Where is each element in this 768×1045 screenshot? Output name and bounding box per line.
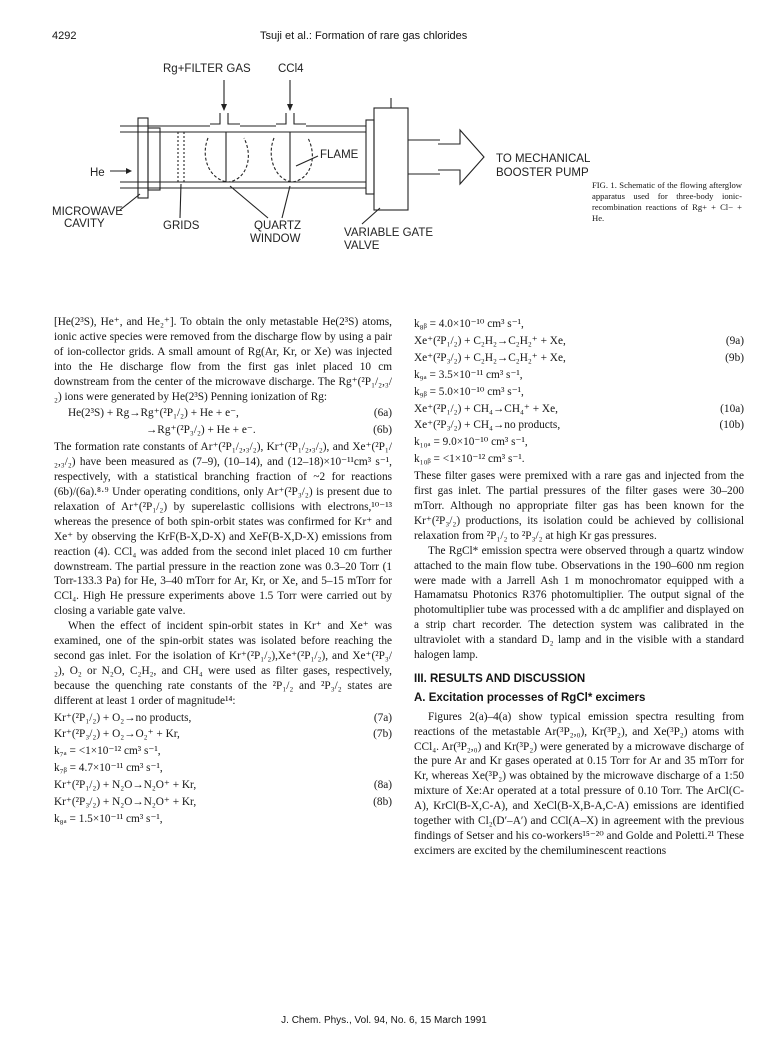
rate-constant-9a: k₉ₐ = 3.5×10⁻¹¹ cm³ s⁻¹, <box>414 368 523 381</box>
label-he: He <box>90 167 105 179</box>
gate-valve-flange <box>366 120 374 194</box>
figure-caption: FIG. 1. Schematic of the flowing afterglow apparatus used for three-body ionic-recombination reactions of Rg+ + Cl− + He. <box>592 180 742 223</box>
running-title: Tsuji et al.: Formation of rare gas chlorides <box>260 30 468 42</box>
equation-10a <box>414 402 744 417</box>
equation-8b <box>54 795 392 810</box>
equation-text: He(2³S) + Rg→Rg⁺(²P₁/₂) + He + e⁻, <box>68 407 239 420</box>
quartz-pointer-2 <box>282 186 290 218</box>
pump-tube <box>408 140 440 174</box>
label-cavity: CAVITY <box>64 218 105 230</box>
equation-8a <box>54 778 392 793</box>
gate-valve-body <box>374 108 408 210</box>
he-arrow-head <box>126 168 132 174</box>
equation-number: (7b) <box>373 728 392 741</box>
rate-constant-7b: k₇ᵦ = 4.7×10⁻¹¹ cm³ s⁻¹, <box>54 762 163 775</box>
equation-6a <box>54 406 392 421</box>
equation-7a <box>54 711 392 726</box>
equation-number: (8b) <box>373 796 392 809</box>
rate-constant-10b: k₁₀ᵦ = <1×10⁻¹² cm³ s⁻¹. <box>414 453 525 466</box>
microwave-cavity <box>138 118 148 198</box>
nozzle-2 <box>271 138 312 182</box>
label-to-mechanical: TO MECHANICAL <box>496 153 590 165</box>
paragraph: Figures 2(a)–4(a) show typical emission spectra resulting from reactions of the metastable Ar(³P₂,₀), Kr(³P₂), and Xe(³P₂) atoms with CCl₄. Ar(³P₂,₀) and Kr(³P₂) were generated by a microwave discharge of the pure Ar and Kr gases operated at 0.15 Torr for Ar and 35 mTorr for Kr, whereas Xe(³P₂) was obtained by the microwave discharge of a 1:50 mixture of Xe:Ar operated at a total pressure of 0.10 Torr. The ArCl(C-A), KrCl(B-X,C-A), and XeCl(B-X,B-A,C-A) emissions are identified together with Cl₂(D′–A′) and CCl(A–X) in agreement with the previous findings of Setser and his co-workers¹⁵⁻²⁰ and Golde and Poletti.²¹ These excimers are excited by the chemiluminescent reactions <box>414 710 744 857</box>
paragraph: These filter gases were premixed with a rare gas and injected from the first gas inlet. The partial pressures of the filter gases were 30–200 mTorr. Although no appropriate filter gas has been known for the Kr⁺(²P₃/₂) productions, its isolation could be achieved by collisional relaxation from ²P₁/₂ to ²P₃/₂ at high Kr gas pressures. <box>414 470 744 542</box>
equation-number: (7a) <box>373 711 392 724</box>
equation-text: Kr⁺(²P₁/₂) + N₂O→N₂O⁺ + Kr, <box>54 779 197 792</box>
section-heading: III. RESULTS AND DISCUSSION <box>414 672 586 685</box>
equation-text: Xe⁺(²P₁/₂) + C₂H₂→C₂H₂⁺ + Xe, <box>414 334 566 347</box>
label-booster-pump: BOOSTER PUMP <box>496 167 589 179</box>
equation-text: Kr⁺(²P₃/₂) + N₂O→N₂O⁺ + Kr, <box>54 796 197 809</box>
equation-number: (8a) <box>373 779 392 792</box>
label-window: WINDOW <box>250 233 301 245</box>
nozzle-1 <box>205 138 248 182</box>
cavity-pointer <box>120 194 140 210</box>
label-flame: FLAME <box>320 149 359 161</box>
label-microwave: MICROWAVE <box>52 206 123 218</box>
cavity-body <box>148 128 160 190</box>
equation-7b <box>54 727 392 742</box>
label-ccl4: CCl4 <box>278 63 304 75</box>
apparatus-schematic <box>50 58 590 258</box>
left-column <box>54 315 392 829</box>
rate-constant-8a: k₈ₐ = 1.5×10⁻¹¹ cm³ s⁻¹, <box>54 813 163 825</box>
equation-number: (9a) <box>725 334 744 347</box>
equation-text: Kr⁺(²P₁/₂) + O₂→no products, <box>54 711 192 724</box>
equation-number: (10b) <box>719 419 744 432</box>
right-column <box>414 315 744 859</box>
paragraph: [He(2³S), He⁺, and He₂⁺]. To obtain the only metastable He(2³S) atoms, ionic active species were removed from the discharge flow by using a pair of ion-collector grids. A small amount of Rg(Ar, Kr, or Xe) was injected into the He discharge flow from the first gas inlet placed 10 cm downstream from the center of the microwave discharge. The Rg⁺(²P₁/₂,₃/₂) ions were generated by He(2³S) Penning ionization of Rg: <box>54 316 392 403</box>
equation-9a <box>414 334 744 349</box>
label-rg-filter-gas: Rg+FILTER GAS <box>163 63 251 75</box>
flame-pointer <box>296 156 318 166</box>
equation-10b <box>414 418 744 433</box>
paragraph: When the effect of incident spin-orbit states in Kr⁺ and Xe⁺ was examined, one of the spin-orbit states was isolated before reaching the second gas inlet. For the isolation of Kr⁺(²P₁/₂),Xe⁺(²P₁/₂), and Xe⁺(²P₃/₂), O₂ or N₂O, C₂H₂, and CH₄ were used as filter gases, respectively, because the quenching rate constants of the ²P₁/₂ and ²P₃/₂ states are different at least 1 order of magnitude¹⁴: <box>54 620 392 707</box>
equation-text: →Rg⁺(²P₃/₂) + He + e⁻. <box>146 424 256 437</box>
label-valve: VALVE <box>344 240 380 252</box>
rate-constant-8b: k₈ᵦ = 4.0×10⁻¹⁰ cm³ s⁻¹, <box>414 318 524 330</box>
inlet-tube-1 <box>210 113 240 124</box>
rate-constant-9b: k₉ᵦ = 5.0×10⁻¹⁰ cm³ s⁻¹, <box>414 385 524 398</box>
equation-9b <box>414 351 744 366</box>
subsection-heading: A. Excitation processes of RgCl* excimers <box>414 691 646 704</box>
grids-pointer <box>180 184 181 218</box>
label-quartz: QUARTZ <box>254 220 302 232</box>
inlet-arrow-1-head <box>221 104 227 111</box>
equation-number: (10a) <box>720 402 744 415</box>
page-number: 4292 <box>52 30 77 42</box>
valve-pointer <box>362 208 380 224</box>
inlet-tube-2 <box>276 113 306 124</box>
label-grids: GRIDS <box>163 220 200 232</box>
rate-constant-10a: k₁₀ₐ = 9.0×10⁻¹⁰ cm³ s⁻¹, <box>414 436 528 449</box>
rate-constant-7a: k₇ₐ = <1×10⁻¹² cm³ s⁻¹, <box>54 745 161 758</box>
inlet-arrow-2-head <box>287 104 293 111</box>
paragraph: The RgCl* emission spectra were observed through a quartz window attached to the main flow tube. Observations in the 190–600 nm region were made with a Jarrell Ash 1 m monochromator equipped with a Hamamatsu Photonics R376 photomultiplier. The output signal of the photomultiplier tube was processed with a dc amplifier and displayed on a strip chart recorder. The detection system was calibrated in the ultraviolet with a standard D₂ lamp and in the visible with a standard halogen lamp. <box>414 544 744 662</box>
pump-arrow <box>438 130 484 184</box>
equation-text: Xe⁺(²P₁/₂) + CH₄→CH₄⁺ + Xe, <box>414 402 558 415</box>
equation-text: Xe⁺(²P₃/₂) + C₂H₂→C₂H₂⁺ + Xe, <box>414 351 566 364</box>
equation-number: (9b) <box>725 351 744 364</box>
label-variable-gate: VARIABLE GATE <box>344 227 434 239</box>
quartz-pointer-1 <box>230 186 268 218</box>
paragraph: The formation rate constants of Ar⁺(²P₁/₂,₃/₂), Kr⁺(²P₁/₂,₃/₂), and Xe⁺(²P₁/₂,₃/₂) have been measured as (7–9), (10–14), and (12–18)×10⁻¹¹cm³ s⁻¹, respectively, with a statistical branching fraction of ~2 for reactions (6b)/(6a).⁸·⁹ Under operating conditions, only Ar⁺(²P₃/₂) is present due to relaxation of Ar⁺(²P₁/₂) by superelastic collisions with electrons,¹⁰⁻¹³ whereas the presence of both spin-orbit states was confirmed for Kr⁺ and Xe⁺ by observing the KrF(B-X,D-X) and XeF(B-X,D-X) emissions from reaction (4). CCl₄ was added from the second inlet placed 10 cm further downstream. The partial pressure in the reaction zone was 0.3–20 Torr (1 Torr-133.3 Pa) for He, 3–40 mTorr for Ar, Kr, or Xe, and 5–15 mTorr for CCl₄. High He pressure experiments above 1.5 Torr were carried out by closing a variable gate valve. <box>54 441 392 618</box>
equation-text: Xe⁺(²P₃/₂) + CH₄→no products, <box>414 419 561 432</box>
journal-footer: J. Chem. Phys., Vol. 94, No. 6, 15 March 1991 <box>281 1015 487 1026</box>
equation-text: Kr⁺(²P₃/₂) + O₂→O₂⁺ + Kr, <box>54 728 180 741</box>
flow-tube-bottom <box>120 182 366 188</box>
equation-number: (6b) <box>373 424 392 437</box>
equation-number: (6a) <box>373 407 392 420</box>
equation-6b <box>54 423 392 438</box>
